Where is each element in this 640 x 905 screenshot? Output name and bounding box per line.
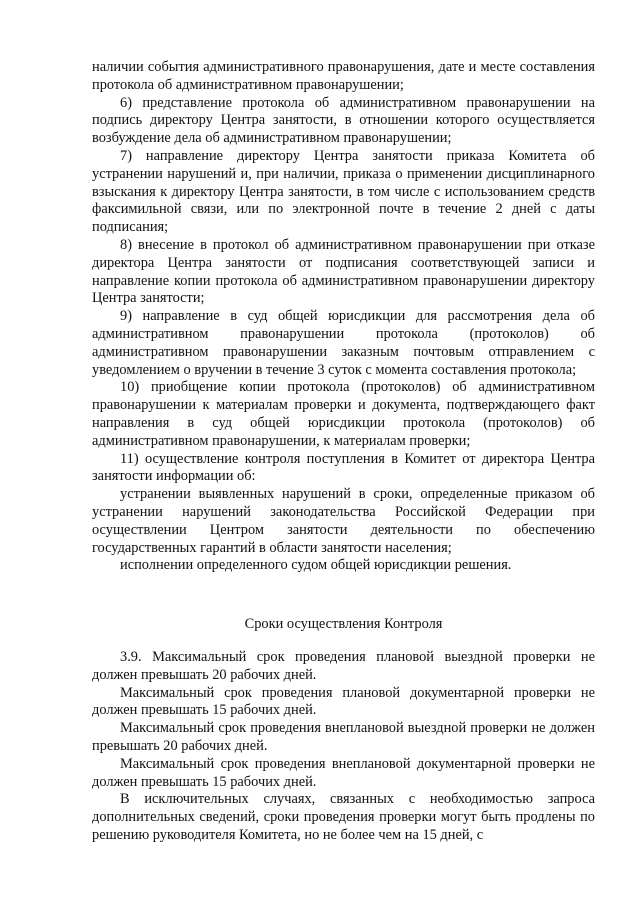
paragraph: 6) представление протокола об административном правонарушении на подпись директору Центра занятости, в отношении которого осуществляется возбуждение дела об административном правонарушении; — [92, 94, 595, 147]
paragraph: 8) внесение в протокол об административном правонарушении при отказе директора Центра занятости от подписания соответствующей записи и направление копии протокола об административном правонарушении директору Центра занятости; — [92, 236, 595, 307]
paragraph: 10) приобщение копии протокола (протоколов) об административном правонарушении к материалам проверки и документа, подтверждающего факт направления в суд общей юрисдикции протокола (протоколов) об административном правонарушении, к материалам проверки; — [92, 379, 595, 449]
paragraph: 9) направление в суд общей юрисдикции для рассмотрения дела об административном правонарушении протокола (протоколов) об административном правонарушении заказным почтовым отправлением с уведомлением о вручении в течение 3 суток с момента составления протокола; — [92, 308, 595, 378]
paragraph: 7) направление директору Центра занятости приказа Комитета об устранении нарушений и, при наличии, приказа о применении дисциплинарного взыскания к директору Центра занятости, в том числе с использованием средств факсимильной связи, или по электронной почте в течение 2 дней с даты подписания; — [92, 147, 595, 236]
paragraph: Максимальный срок проведения плановой документарной проверки не должен превышать 15 рабочих дней. — [92, 684, 595, 719]
paragraph: наличии события административного правонарушения, дате и месте составления протокола об административном правонарушении; — [92, 59, 595, 93]
upper-text-block — [92, 59, 595, 575]
section-heading: Сроки осуществления Контроля — [244, 616, 443, 632]
lower-text-block — [92, 649, 595, 845]
paragraph: 11) осуществление контроля поступления в Комитет от директора Центра занятости информации об: — [92, 450, 595, 485]
paragraph: Максимальный срок проведения внеплановой документарной проверки не должен превышать 15 рабочих дней. — [92, 755, 595, 790]
paragraph: устранении выявленных нарушений в сроки, определенные приказом об устранении нарушений законодательства Российской Федерации при осуществлении Центром занятости деятельности по обеспечению государственных гарантий в области занятости населения; — [92, 486, 595, 556]
paragraph: 3.9. Максимальный срок проведения плановой выездной проверки не должен превышать 20 рабочих дней. — [92, 649, 595, 683]
paragraph: Максимальный срок проведения внеплановой выездной проверки не должен превышать 20 рабочих дней. — [92, 720, 595, 754]
paragraph: В исключительных случаях, связанных с необходимостью запроса дополнительных сведений, сроки проведения проверки могут быть продлены по решению руководителя Комитета, но не более чем на 15 дней, с — [92, 791, 595, 843]
paragraph: исполнении определенного судом общей юрисдикции решения. — [120, 557, 512, 574]
